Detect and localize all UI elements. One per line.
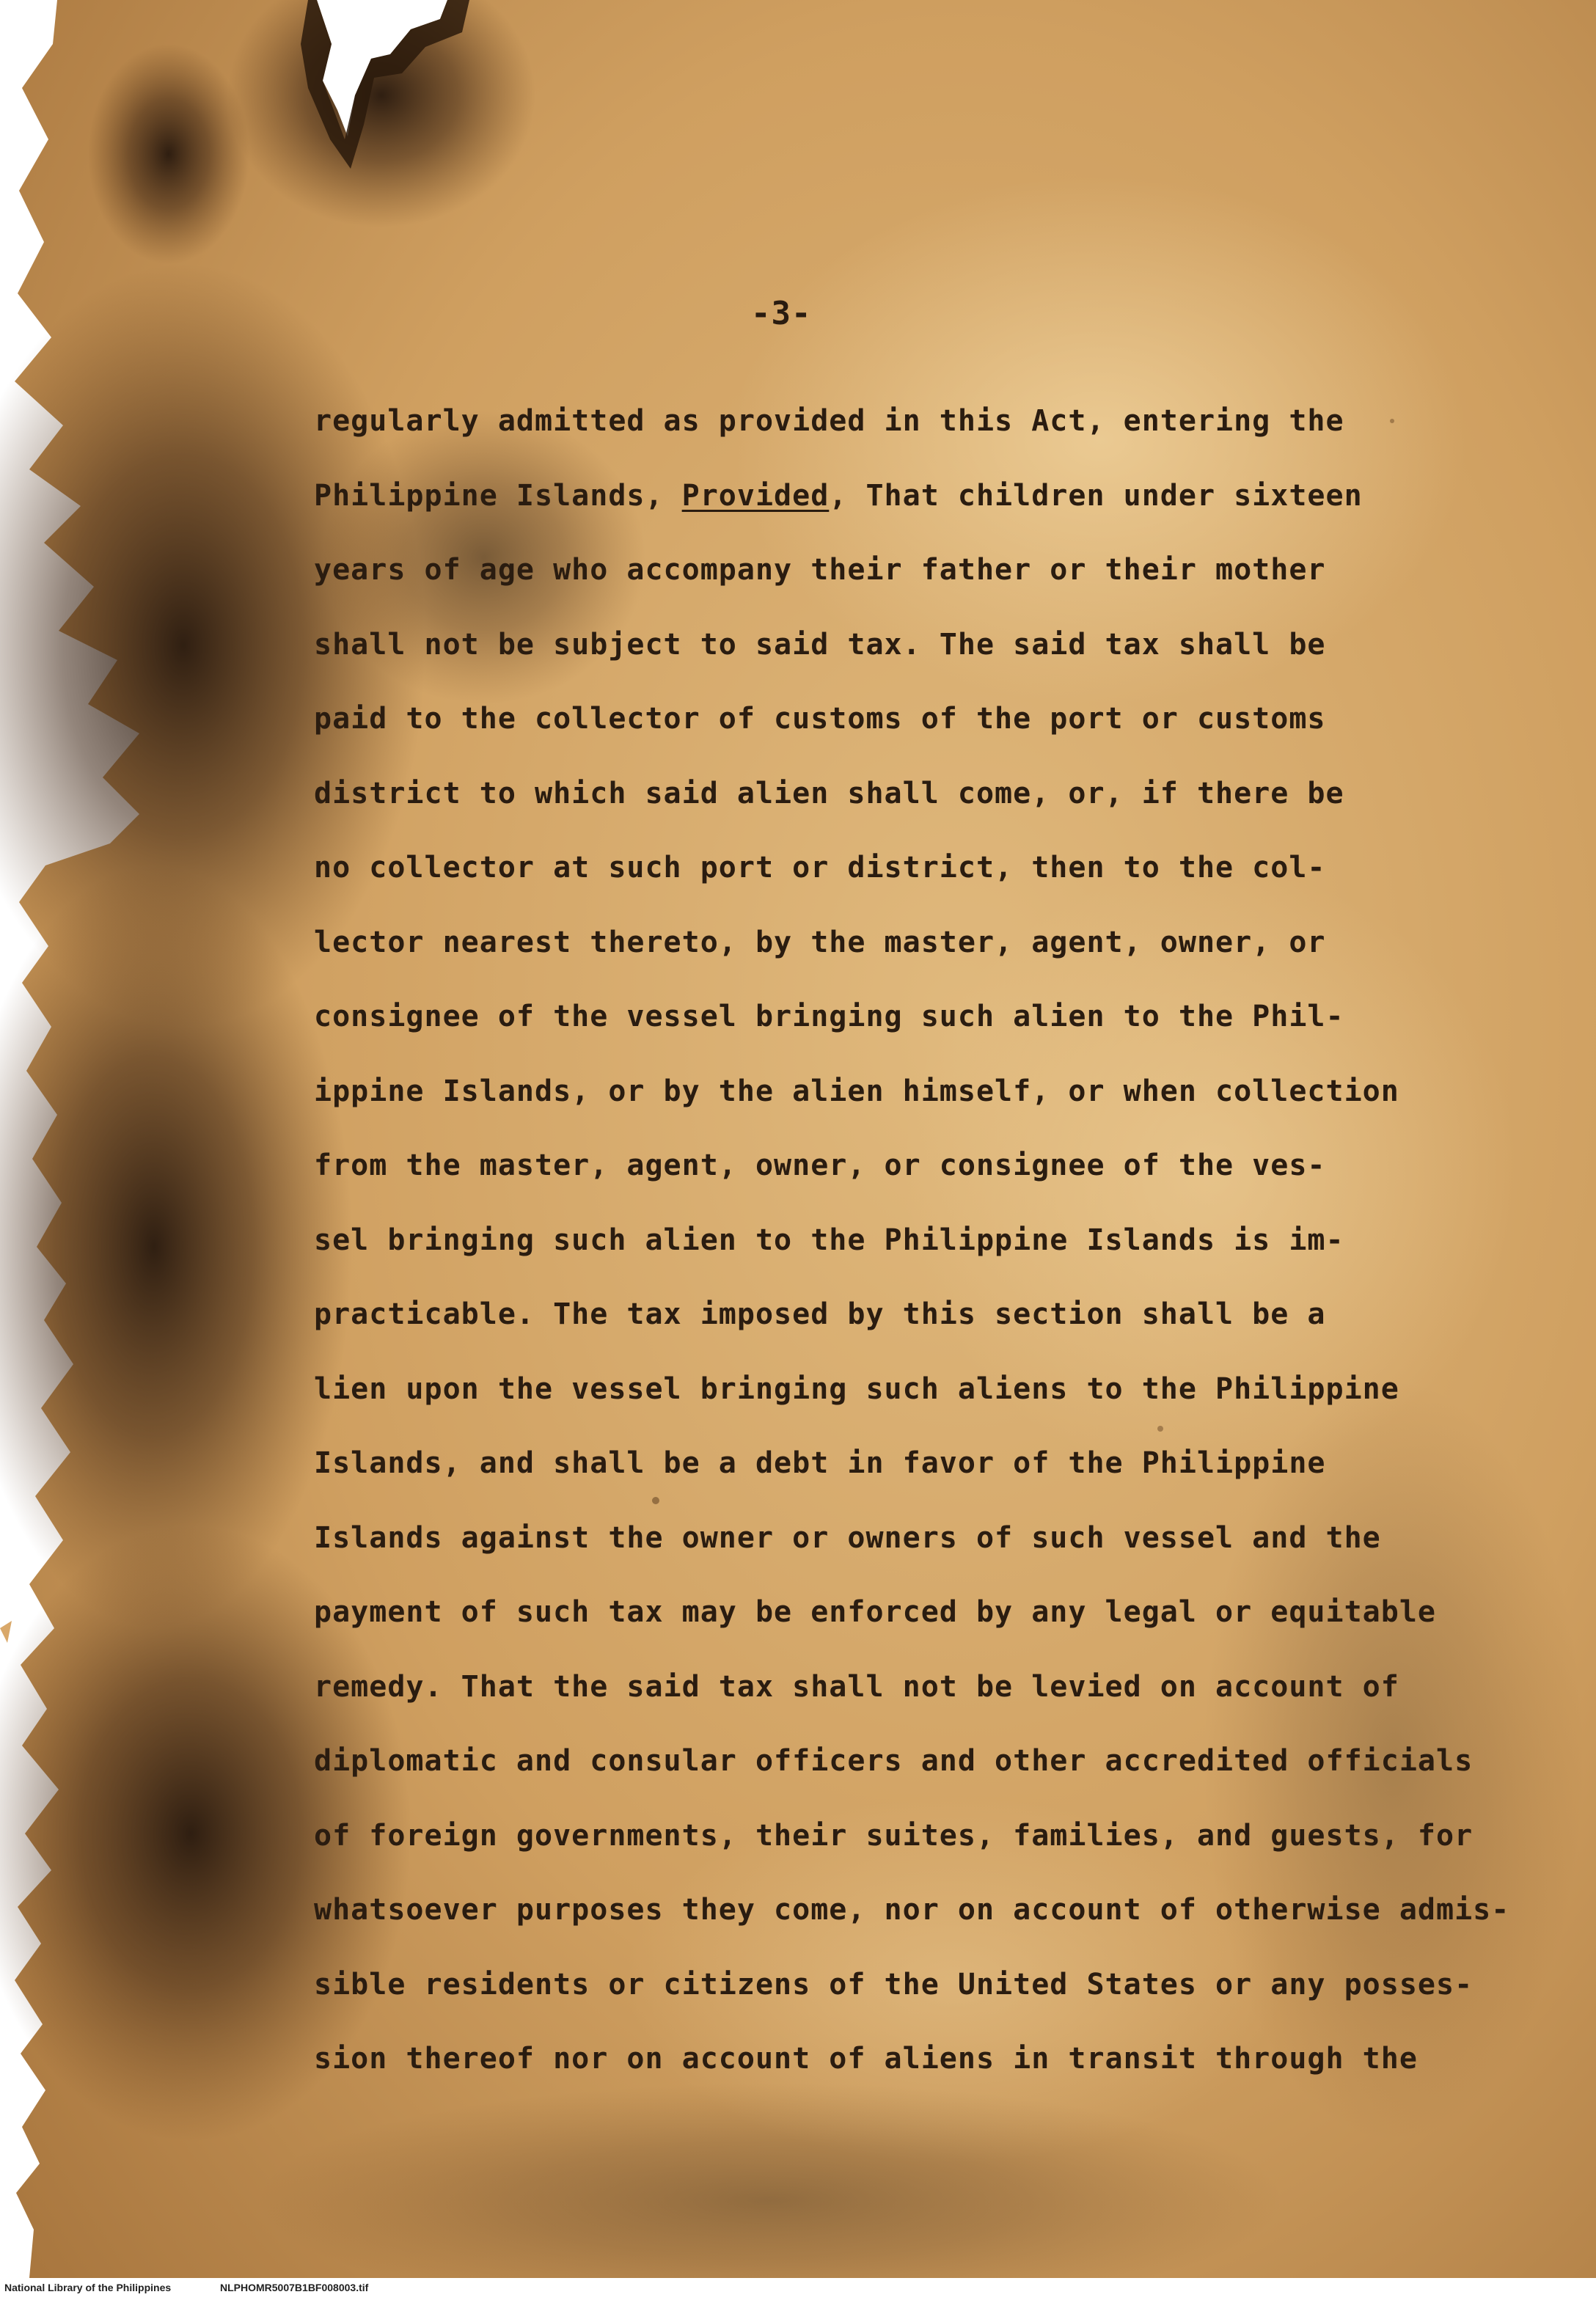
text-line xyxy=(314,1966,1509,2040)
text-line xyxy=(314,1817,1509,1891)
text-line xyxy=(314,551,1509,626)
text-segment: Philippine Islands, xyxy=(314,478,682,513)
text-line xyxy=(314,1370,1509,1445)
text-line xyxy=(314,1221,1509,1296)
text-segment: regularly admitted as provided in this Act, entering the xyxy=(314,404,1344,438)
footer-library-credit: National Library of the Philippines xyxy=(4,2282,172,2293)
text-segment: of foreign governments, their suites, families, and guests, for xyxy=(314,1818,1474,1853)
text-line xyxy=(314,1519,1509,1594)
text-line xyxy=(314,1593,1509,1668)
text-line xyxy=(314,1891,1509,1966)
text-segment: sel bringing such alien to the Philippine Islands is im- xyxy=(314,1223,1344,1257)
text-segment: paid to the collector of customs of the port or customs xyxy=(314,702,1326,736)
text-line xyxy=(314,402,1509,477)
text-segment: remedy. That the said tax shall not be levied on account of xyxy=(314,1669,1399,1704)
text-segment: lector nearest thereto, by the master, agent, owner, or xyxy=(314,925,1326,959)
text-line xyxy=(314,1146,1509,1221)
text-line xyxy=(314,1072,1509,1147)
text-segment: diplomatic and consular officers and other accredited officials xyxy=(314,1744,1474,1778)
footer-filename: NLPHOMR5007B1BF008003.tif xyxy=(220,2282,369,2293)
text-segment: consignee of the vessel bringing such alien to the Phil- xyxy=(314,1000,1344,1033)
text-line xyxy=(314,477,1509,552)
document-body xyxy=(314,402,1509,2114)
text-line xyxy=(314,774,1509,849)
text-segment: payment of such tax may be enforced by any legal or equitable xyxy=(314,1595,1437,1629)
text-line xyxy=(314,700,1509,774)
text-segment: , That children under sixteen xyxy=(829,478,1363,513)
text-segment: no collector at such port or district, then to the col- xyxy=(314,851,1326,885)
text-line xyxy=(314,626,1509,700)
text-line xyxy=(314,997,1509,1072)
page-number: -3- xyxy=(751,295,812,332)
text-segment: district to which said alien shall come, or, if there be xyxy=(314,776,1344,810)
text-segment: from the master, agent, owner, or consignee of the ves- xyxy=(314,1149,1326,1182)
text-segment: years of age who accompany their father or their mother xyxy=(314,553,1326,587)
text-segment: lien upon the vessel bringing such aliens to the Philippine xyxy=(314,1371,1399,1406)
text-line xyxy=(314,1668,1509,1743)
text-line xyxy=(314,2040,1509,2114)
text-segment: whatsoever purposes they come, nor on account of otherwise admis- xyxy=(314,1893,1510,1927)
text-line xyxy=(314,1295,1509,1370)
text-segment: practicable. The tax imposed by this section shall be a xyxy=(314,1297,1326,1331)
text-segment: sible residents or citizens of the United States or any posses- xyxy=(314,1967,1474,2001)
text-line xyxy=(314,849,1509,923)
text-segment: Islands against the owner or owners of such vessel and the xyxy=(314,1520,1381,1555)
underlined-word: Provided xyxy=(681,478,830,513)
text-line xyxy=(314,923,1509,998)
text-segment: ippine Islands, or by the alien himself, or when collection xyxy=(314,1074,1399,1108)
text-line xyxy=(314,1742,1509,1817)
text-segment: sion thereof nor on account of aliens in transit through the xyxy=(314,2042,1418,2076)
text-segment: Islands, and shall be a debt in favor of the Philippine xyxy=(314,1446,1326,1480)
text-segment: shall not be subject to said tax. The said tax shall be xyxy=(314,627,1326,662)
text-line xyxy=(314,1444,1509,1519)
